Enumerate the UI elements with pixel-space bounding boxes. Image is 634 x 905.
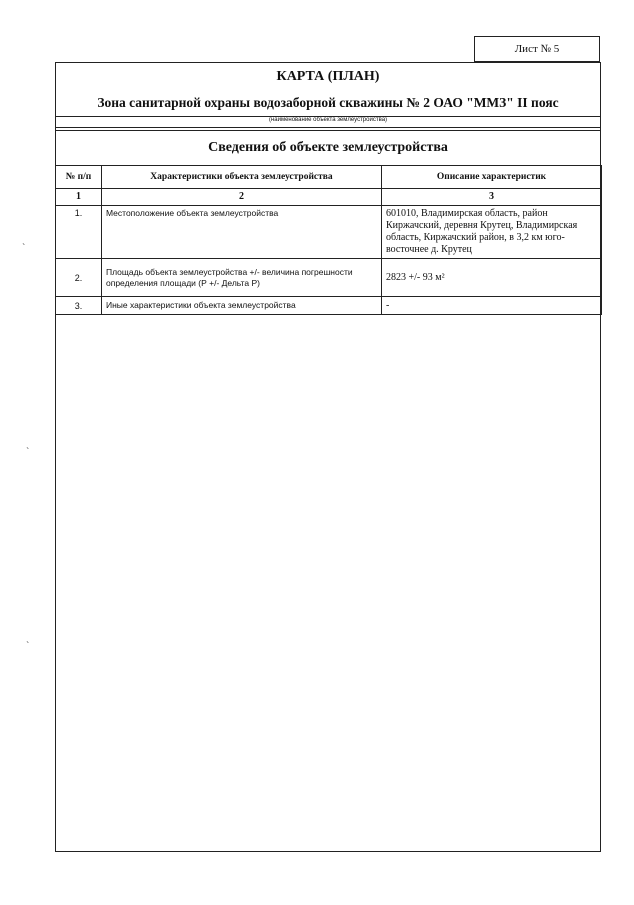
row-index: 2. xyxy=(56,259,102,297)
section-divider-2 xyxy=(55,130,601,131)
column-number-row xyxy=(56,189,602,206)
row-characteristic: Местоположение объекта землеустройства xyxy=(102,206,382,259)
column-number: 1 xyxy=(56,189,102,206)
object-name-caption: (наименование объекта землеустройства) xyxy=(268,117,388,123)
section-title: Сведения об объекте землеустройства xyxy=(208,140,448,155)
row-description: - xyxy=(382,297,602,315)
table-row xyxy=(56,259,602,297)
object-name: Зона санитарной охраны водозаборной скважины № 2 ОАО "ММЗ" II пояс xyxy=(97,95,559,110)
binding-hole-mark: ˴ xyxy=(22,238,26,249)
row-characteristic: Иные характеристики объекта землеустройства xyxy=(102,297,382,315)
sheet-label: Лист № 5 xyxy=(474,36,600,62)
row-description: 2823 +/- 93 м² xyxy=(382,259,602,297)
column-header: № п/п xyxy=(56,166,102,189)
binding-hole-mark: ˴ xyxy=(26,442,30,453)
column-header: Характеристики объекта землеустройства xyxy=(102,166,382,189)
section-divider xyxy=(55,127,601,128)
object-info-table xyxy=(55,165,602,315)
binding-hole-mark: ˴ xyxy=(26,636,30,647)
column-number: 2 xyxy=(102,189,382,206)
page-title: КАРТА (ПЛАН) xyxy=(276,69,380,84)
row-description: 601010, Владимирская область, район Киржачский, деревня Крутец, Владимирская область, Киржачский район, в 3,2 км юго-восточнее д. Крутец xyxy=(382,206,602,259)
row-index: 3. xyxy=(56,297,102,315)
table-row xyxy=(56,297,602,315)
table-row xyxy=(56,206,602,259)
row-index: 1. xyxy=(56,206,102,259)
table-header-row xyxy=(56,166,602,189)
column-number: 3 xyxy=(382,189,602,206)
row-characteristic: Площадь объекта землеустройства +/- величина погрешности определения площади (Р +/- Дельта Р) xyxy=(102,259,382,297)
column-header: Описание характеристик xyxy=(382,166,602,189)
